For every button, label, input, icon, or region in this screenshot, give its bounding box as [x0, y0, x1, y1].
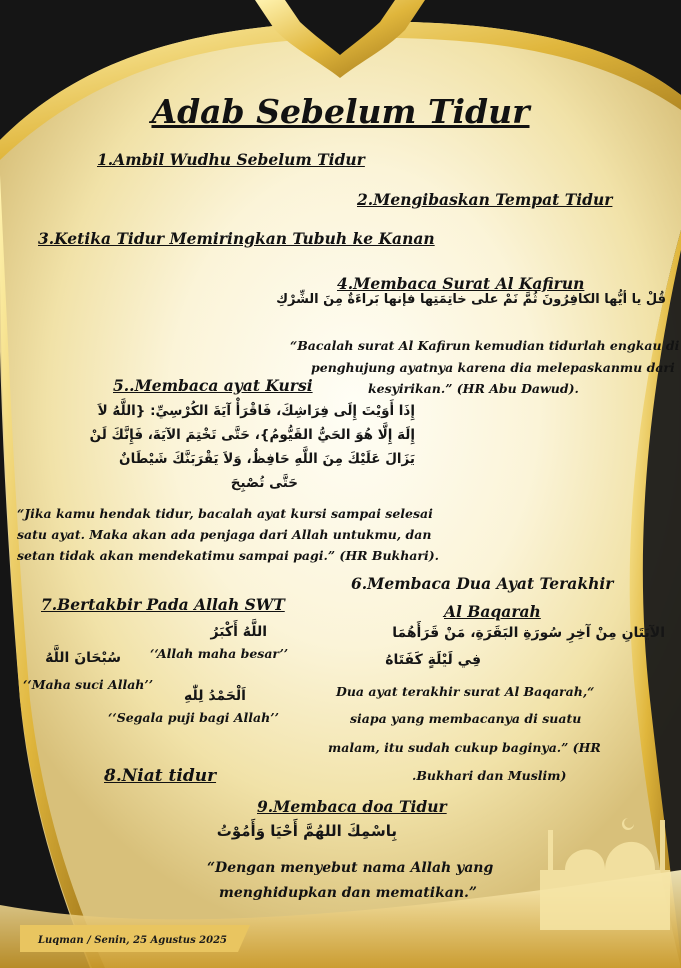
- mosque-silhouette-icon: [540, 818, 670, 930]
- step-5-arabic-line-2: إِلَهَ إِلَّا هُوَ الحَيُّ القَيُّومُ}، حَتَّى تَخْتِمَ الآيَةَ، فَإِنَّكَ لَنْ: [89, 427, 415, 443]
- tasbih-arabic: سُبْحَانَ اللَّهُ: [45, 650, 121, 666]
- step-4-translation-line-1: “Bacalah surat Al Kafirun kemudian tidurlah engkau di: [290, 338, 680, 353]
- step-6-heading-line-1: 6.Membaca Dua Ayat Terakhir: [351, 574, 614, 593]
- step-8-heading: 8.Niat tidur: [104, 766, 217, 786]
- footer-credit: Luqman / Senin, 25 Agustus 2025: [38, 935, 228, 946]
- tasbih-meaning: ‘‘Maha suci Allah’’: [23, 677, 154, 692]
- step-1-heading: 1.Ambil Wudhu Sebelum Tidur: [97, 150, 365, 169]
- takbir-meaning: ‘‘Allah maha besar’’: [150, 646, 289, 661]
- step-6-arabic-line-1: الآيَتَانِ مِنْ آخِرِ سُورَةِ البَقَرَةِ، مَنْ قَرَأَهُمَا: [392, 625, 665, 641]
- step-9-translation-line-1: “Dengan menyebut nama Allah yang: [207, 860, 494, 876]
- step-4-translation-line-3: kesyirikan.” (HR Abu Dawud).: [368, 381, 579, 396]
- step-7-heading: 7.Bertakbir Pada Allah SWT: [41, 595, 285, 614]
- step-4-translation-line-2: penghujung ayatnya karena dia melepaskanmu dari: [311, 360, 675, 375]
- tahmid-meaning: ‘‘Segala puji bagi Allah’’: [108, 710, 279, 725]
- step-5-arabic-line-4: حَتَّى تُصْبِحَ: [230, 475, 298, 491]
- step-5-arabic-line-1: إِذَا أَوَيْتَ إِلَى فِرَاشِكَ، فَاقْرَأْ آيَةَ الكُرْسِيِّ: {اللَّهُ لاَ: [97, 403, 415, 419]
- step-5-heading: 5..Membaca ayat Kursi: [113, 376, 313, 395]
- page-title: Adab Sebelum Tidur: [151, 92, 530, 131]
- step-5-arabic-line-3: يَزَالَ عَلَيْكَ مِنَ اللَّهِ حَافِظٌ، وَلاَ يَقْرَبَنَّكَ شَيْطَانٌ: [119, 451, 415, 467]
- step-9-arabic: بِاسْمِكَ اللهُمَّ أَحْيَا وَأَمُوْتُ: [216, 822, 397, 840]
- step-6-arabic-line-2: فِي لَيْلَةٍ كَفَتَاهُ: [385, 652, 481, 668]
- tahmid-arabic: اَلْحَمْدُ لِلّٰهِ: [184, 688, 246, 704]
- takbir-arabic: اللَّهُ أَكْبَرُ: [210, 624, 267, 640]
- step-2-heading: 2.Mengibaskan Tempat Tidur: [357, 190, 613, 209]
- step-5-translation-line-1: “Jika kamu hendak tidur, bacalah ayat kursi sampai selesai: [17, 506, 433, 521]
- step-9-translation-line-2: menghidupkan dan mematikan.”: [219, 885, 477, 901]
- step-6-heading-line-2: Al Baqarah: [444, 602, 541, 621]
- step-5-translation-line-2: satu ayat. Maka akan ada penjaga dari Allah untukmu, dan: [17, 527, 432, 542]
- step-9-heading: 9.Membaca doa Tidur: [257, 797, 447, 816]
- step-6-translation-line-4: .Bukhari dan Muslim): [412, 768, 567, 783]
- step-6-translation-line-2: siapa yang membacanya di suatu: [350, 711, 582, 726]
- step-4-arabic: قُلْ يا أيُّها الكافِرُونَ ثُمَّ نَمْ على خاتِمَتِها فإنها بَراءَةٌ مِنَ الشِّرْكِ: [276, 292, 666, 307]
- step-3-heading: 3.Ketika Tidur Memiringkan Tubuh ke Kanan: [38, 229, 435, 248]
- step-4-heading: 4.Membaca Surat Al Kafirun: [337, 274, 585, 293]
- step-6-translation-line-1: Dua ayat terakhir surat Al Baqarah,“: [336, 684, 595, 699]
- step-6-translation-line-3: malam, itu sudah cukup baginya.” (HR: [328, 740, 601, 755]
- step-5-translation-line-3: setan tidak akan mendekatimu sampai pagi.” (HR Bukhari).: [17, 548, 439, 563]
